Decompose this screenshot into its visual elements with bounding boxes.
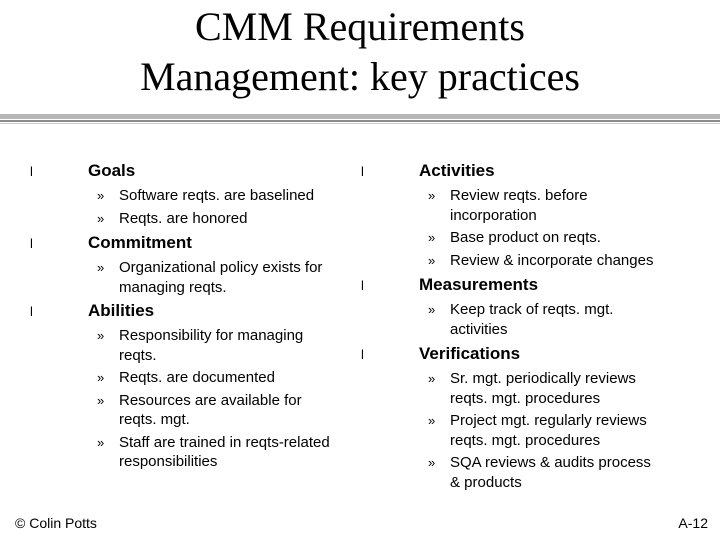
commitment-item-text: managing reqts. bbox=[119, 278, 227, 296]
abilities-item-text: reqts. bbox=[119, 346, 157, 364]
footer-author: © Colin Potts bbox=[15, 515, 97, 531]
verifications-item-text: reqts. mgt. procedures bbox=[450, 431, 601, 449]
goals-item-text: Software reqts. are baselined bbox=[119, 187, 315, 204]
sub-bullet-icon: » bbox=[97, 210, 105, 226]
sub-bullet-icon: » bbox=[97, 392, 105, 408]
verifications-item-text: SQA reviews & audits process bbox=[450, 454, 651, 471]
sub-bullet-icon: » bbox=[97, 434, 105, 450]
abilities-item-text: Resources are available for bbox=[119, 391, 302, 409]
activities-item-text: incorporation bbox=[450, 206, 537, 224]
sub-bullet-icon: » bbox=[428, 413, 436, 428]
measurements-item-text: activities bbox=[450, 320, 508, 338]
goals-item-text: Reqts. are honored bbox=[119, 209, 248, 227]
verifications-heading: Verifications bbox=[419, 344, 521, 363]
activities-item-text: Base product on reqts. bbox=[450, 229, 601, 246]
slide-title bbox=[0, 2, 720, 102]
abilities-item-text: Reqts. are documented bbox=[119, 369, 275, 386]
goals-heading: Goals bbox=[88, 161, 136, 180]
verifications-item-text: Project mgt. regularly reviews bbox=[450, 412, 647, 429]
abilities-item-text: Staff are trained in reqts-related bbox=[119, 433, 330, 451]
abilities-bullet-icon: l bbox=[30, 304, 33, 319]
sub-bullet-icon: » bbox=[428, 302, 436, 317]
sub-bullet-icon: » bbox=[97, 188, 105, 203]
activities-item-text: Review reqts. before bbox=[450, 187, 588, 204]
verifications-item-text: & products bbox=[450, 473, 522, 491]
sub-bullet-icon: » bbox=[97, 260, 105, 275]
sub-bullet-icon: » bbox=[97, 328, 105, 343]
measurements-heading: Measurements bbox=[419, 275, 539, 294]
goals-bullet-icon: l bbox=[30, 164, 33, 179]
sub-bullet-icon: » bbox=[428, 188, 436, 203]
activities-item-text: Review & incorporate changes bbox=[450, 251, 654, 269]
measurements-item-text: Keep track of reqts. mgt. bbox=[450, 301, 614, 318]
title-divider bbox=[0, 114, 720, 119]
commitment-bullet-icon: l bbox=[30, 236, 33, 251]
sub-bullet-icon: » bbox=[428, 252, 436, 268]
sub-bullet-icon: » bbox=[428, 455, 436, 470]
title-divider-dark bbox=[0, 120, 720, 122]
sub-bullet-icon: » bbox=[428, 230, 436, 245]
footer-page-number: A-12 bbox=[678, 515, 708, 531]
title-divider-light bbox=[0, 123, 720, 124]
verifications-bullet-icon: l bbox=[361, 347, 364, 362]
slide-title-line-2: Management: key practices bbox=[140, 54, 580, 99]
activities-heading: Activities bbox=[419, 161, 495, 180]
activities-bullet-icon: l bbox=[361, 164, 364, 179]
commitment-heading: Commitment bbox=[88, 233, 192, 252]
abilities-item-text: reqts. mgt. bbox=[119, 411, 190, 428]
abilities-item-text: responsibilities bbox=[119, 453, 218, 470]
verifications-item-text: Sr. mgt. periodically reviews bbox=[450, 370, 636, 387]
abilities-heading: Abilities bbox=[88, 301, 155, 320]
verifications-item-text: reqts. mgt. procedures bbox=[450, 389, 601, 407]
sub-bullet-icon: » bbox=[428, 371, 436, 386]
measurements-bullet-icon: l bbox=[361, 278, 364, 293]
commitment-item-text: Organizational policy exists for bbox=[119, 259, 323, 276]
sub-bullet-icon: » bbox=[97, 370, 105, 385]
abilities-item-text: Responsibility for managing bbox=[119, 327, 304, 344]
slide-title-line-1: CMM Requirements bbox=[195, 4, 525, 49]
